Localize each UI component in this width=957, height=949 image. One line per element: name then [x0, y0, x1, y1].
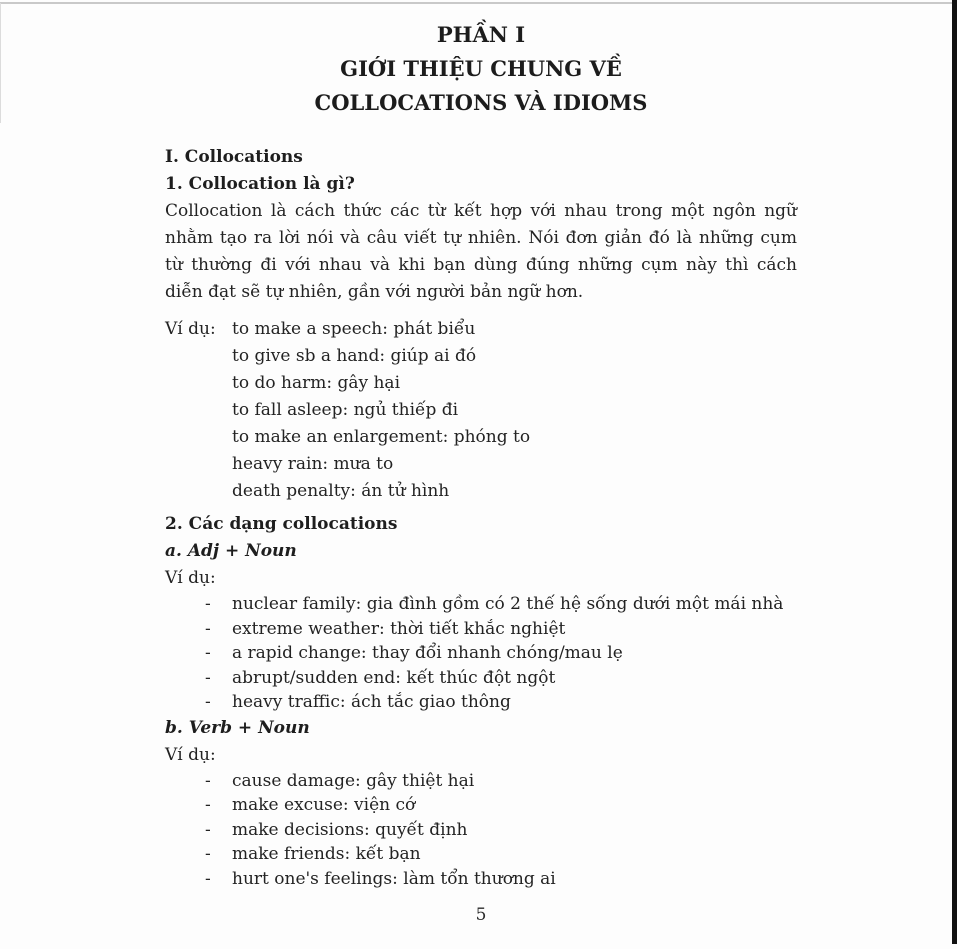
page-number: 5: [475, 905, 487, 925]
list-item: [205, 666, 797, 691]
bullet-dash: -: [205, 770, 211, 791]
list-item: [205, 592, 797, 617]
scan-top-edge-line: [0, 2, 957, 4]
example-item: heavy rain: mưa to: [232, 454, 394, 474]
list-item-text: make excuse: viện cớ: [232, 795, 416, 815]
bullet-dash: -: [205, 594, 211, 614]
bullet-dash: -: [205, 819, 211, 840]
page-title: [165, 18, 797, 120]
bullet-dash: -: [205, 795, 211, 815]
list-item: [205, 690, 797, 715]
subsection-a-example-label: Ví dụ:: [165, 568, 216, 588]
scan-right-edge-bar: [952, 0, 957, 944]
list-item-text: abrupt/sudden end: kết thúc đột ngột: [232, 667, 556, 688]
list-item: [205, 818, 797, 843]
bullet-dash: -: [205, 667, 211, 688]
bullet-dash: -: [205, 618, 211, 639]
page-title-line-2: GIỚI THIỆU CHUNG VỀ: [340, 56, 622, 81]
list-item: [205, 641, 797, 666]
example-label: Ví dụ:: [165, 319, 216, 339]
bullet-dash: -: [205, 643, 211, 663]
list-item-text: make decisions: quyết định: [232, 819, 468, 840]
section-2-heading: 2. Các dạng collocations: [165, 514, 398, 534]
page-content: [165, 18, 797, 891]
adj-noun-list: [165, 592, 797, 715]
example-item: to make an enlargement: phóng to: [232, 427, 531, 447]
example-item: death penalty: án tử hình: [232, 481, 450, 501]
page-title-line-3: COLLOCATIONS VÀ IDIOMS: [314, 90, 648, 115]
section-1-heading: I. Collocations: [165, 147, 303, 167]
list-item-text: a rapid change: thay đổi nhanh chóng/mau lẹ: [232, 643, 623, 663]
example-item: to give sb a hand: giúp ai đó: [232, 346, 477, 366]
list-item-text: cause damage: gây thiệt hại: [232, 770, 475, 791]
bullet-dash: -: [205, 844, 211, 864]
example-item: to make a speech: phát biểu: [232, 319, 476, 339]
list-item-text: extreme weather: thời tiết khắc nghiệt: [232, 618, 566, 639]
section-1-1-heading: 1. Collocation là gì?: [165, 174, 355, 194]
list-item-text: hurt one's feelings: làm tổn thương ai: [232, 868, 556, 889]
list-item: [205, 793, 797, 818]
list-item-text: heavy traffic: ách tắc giao thông: [232, 692, 511, 712]
example-list: [232, 316, 797, 505]
list-item-text: nuclear family: gia đình gồm có 2 thế hệ sống dưới một mái nhà: [232, 594, 784, 614]
list-item: [205, 842, 797, 867]
bullet-dash: -: [205, 692, 211, 712]
subsection-a-heading: a. Adj + Noun: [165, 541, 297, 561]
bullet-dash: -: [205, 868, 211, 889]
list-item: [205, 769, 797, 794]
scan-left-edge-line: [0, 3, 1, 123]
subsection-b-heading: b. Verb + Noun: [165, 717, 310, 738]
example-item: to do harm: gây hại: [232, 373, 400, 393]
example-item: to fall asleep: ngủ thiếp đi: [232, 400, 459, 420]
example-block: [165, 316, 797, 505]
subsection-b-example-label: Ví dụ:: [165, 744, 216, 765]
intro-paragraph: Collocation là cách thức các từ kết hợp với nhau trong một ngôn ngữ nhằm tạo ra lời nói và câu viết tự nhiên. Nói đơn giản đó là những cụm từ thường đi với nhau và khi bạn dùng đúng những cụm này thì cách diễn đạt sẽ tự nhiên, gần với người bản ngữ hơn.: [165, 201, 797, 302]
page-title-line-1: PHẦN I: [436, 22, 526, 47]
list-item-text: make friends: kết bạn: [232, 844, 421, 864]
list-item: [205, 617, 797, 642]
verb-noun-list: [165, 769, 797, 892]
list-item: [205, 867, 797, 892]
